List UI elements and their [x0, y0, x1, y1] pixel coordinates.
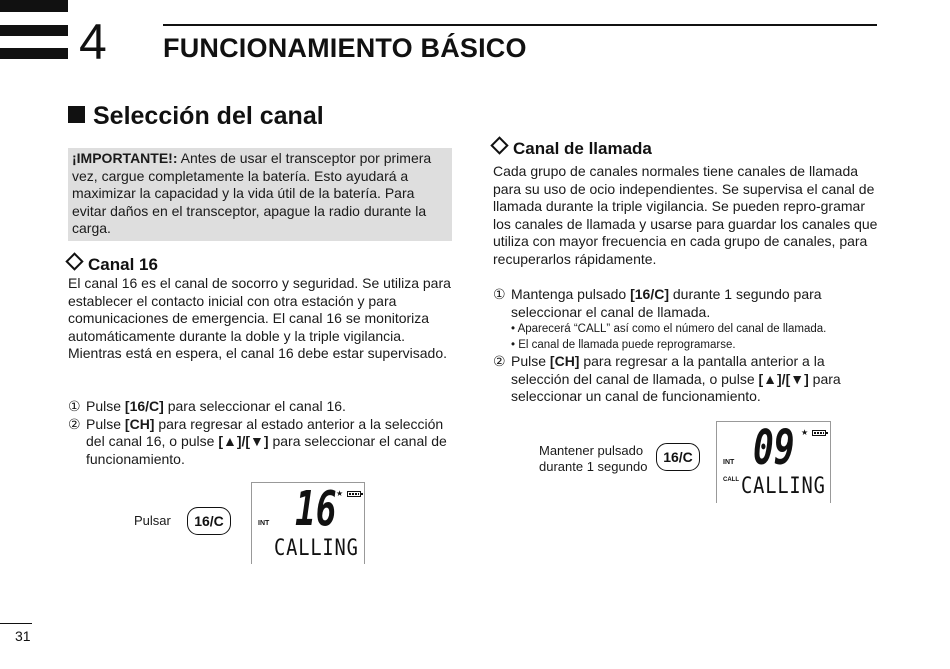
- llamada-note-2: • El canal de llamada puede reprogramarse.: [511, 339, 736, 352]
- canal16-title: [64, 255, 158, 275]
- battery-icon: [347, 491, 361, 497]
- key-reference: [16/C]: [124, 398, 164, 414]
- llamada-note-1: • Aparecerá “CALL” así como el número del canal de llamada.: [511, 323, 827, 336]
- star-icon: ★: [336, 489, 344, 498]
- section-title: [68, 100, 324, 132]
- star-icon: ★: [801, 428, 809, 437]
- key-reference: [16/C]: [630, 286, 669, 302]
- square-bullet-icon: [68, 106, 85, 123]
- important-notice: [68, 148, 452, 241]
- key-16c-icon: 16/C: [187, 507, 231, 535]
- step-text: para seleccionar el canal 16.: [163, 398, 346, 414]
- canal16-steps: [68, 398, 458, 468]
- lcd-text: CALLING: [741, 474, 826, 499]
- diamond-icon: [65, 252, 83, 270]
- step-text: durante 1 segundo para seleccionar el canal de llamada.: [511, 286, 822, 320]
- llamada-step-2: [493, 353, 883, 406]
- battery-icon: [812, 430, 826, 436]
- chapter-title: FUNCIONAMIENTO BÁSICO: [163, 33, 527, 63]
- chapter-tab-bar: [0, 0, 68, 12]
- llamada-steps: [493, 286, 883, 406]
- key-reference: [▲]/[▼]: [758, 370, 809, 387]
- diamond-icon: [490, 136, 508, 154]
- page-number-rule: [0, 623, 32, 624]
- step-number: ①: [68, 398, 81, 414]
- llamada-step-1: [493, 286, 883, 321]
- step-text: Pulse: [511, 353, 550, 370]
- lcd-text: CALLING: [274, 536, 359, 561]
- llamada-title: [489, 139, 652, 159]
- lcd-display: [251, 482, 365, 564]
- step-text: Pulse: [86, 415, 125, 432]
- step-text: para seleccionar el canal de funcionamiento.: [86, 433, 447, 467]
- key-reference: [CH]: [124, 415, 155, 432]
- important-text: Antes de usar el transceptor por primera vez, cargue completamente la batería. Esto ayudará a maximizar la capacidad y la vida útil de la batería. Para evitar daños en el transceptor, apague la radio durante la carga.: [72, 150, 432, 236]
- section-title-text: Selección del canal: [93, 102, 324, 130]
- canal16-step-2: [68, 416, 458, 469]
- lcd-channel: 16: [295, 481, 337, 537]
- key-16c-icon: 16/C: [656, 443, 700, 471]
- canal16-title-text: Canal 16: [88, 255, 158, 274]
- page-number: 31: [15, 628, 31, 644]
- step-number: ②: [493, 353, 506, 370]
- step-text: para regresar a la pantalla anterior a la selección del canal de llamada, o pulse: [511, 353, 825, 387]
- llamada-title-text: Canal de llamada: [513, 139, 652, 158]
- step-text: Mantenga pulsado: [511, 286, 631, 302]
- figure-caption: [539, 443, 647, 475]
- key-reference: [CH]: [549, 353, 580, 370]
- figure-caption: Pulsar: [134, 513, 171, 528]
- step-number: ①: [493, 286, 506, 302]
- canal16-step-1: [68, 398, 458, 416]
- step-text: para seleccionar un canal de funcionamiento.: [511, 370, 841, 405]
- header-rule: [163, 24, 877, 26]
- step-number: ②: [68, 415, 81, 432]
- lcd-call: CALL: [723, 477, 739, 483]
- chapter-tab-bar: [0, 48, 68, 59]
- lcd-mode: INT: [258, 520, 270, 527]
- canal16-body: El canal 16 es el canal de socorro y seguridad. Se utiliza para establecer el contacto inicial con otra estación y para comunicaciones de emergencia. El canal 16 se monitoriza automáticamente durante la doble y la triple vigilancia. Mientras está en espera, el canal 16 debe estar supervisado.: [68, 275, 451, 362]
- chapter-number: 4: [79, 14, 107, 70]
- step-text: Pulse: [86, 398, 125, 414]
- lcd-channel: 09: [753, 420, 795, 476]
- chapter-tab-bar: [0, 25, 68, 36]
- figure-caption-line: durante 1 segundo: [539, 459, 648, 474]
- figure-caption-line: Mantener pulsado: [539, 443, 644, 458]
- llamada-body: Cada grupo de canales normales tiene canales de llamada para su uso de ocio independientes. Se supervisa el canal de llamada durante la triple vigilancia. Se pueden repro-gramar los canales de llamada y usarse para guardar los canales que utiliza con mayor frecuencia en cada grupo de canales, para recuperarlos rápidamente.: [493, 163, 878, 267]
- key-reference: [▲]/[▼]: [218, 433, 269, 450]
- important-label: ¡IMPORTANTE!:: [72, 150, 178, 166]
- lcd-display: [716, 421, 831, 503]
- step-text: para regresar al estado anterior a la selección del canal 16, o pulse: [86, 415, 444, 450]
- lcd-mode: INT: [723, 459, 735, 466]
